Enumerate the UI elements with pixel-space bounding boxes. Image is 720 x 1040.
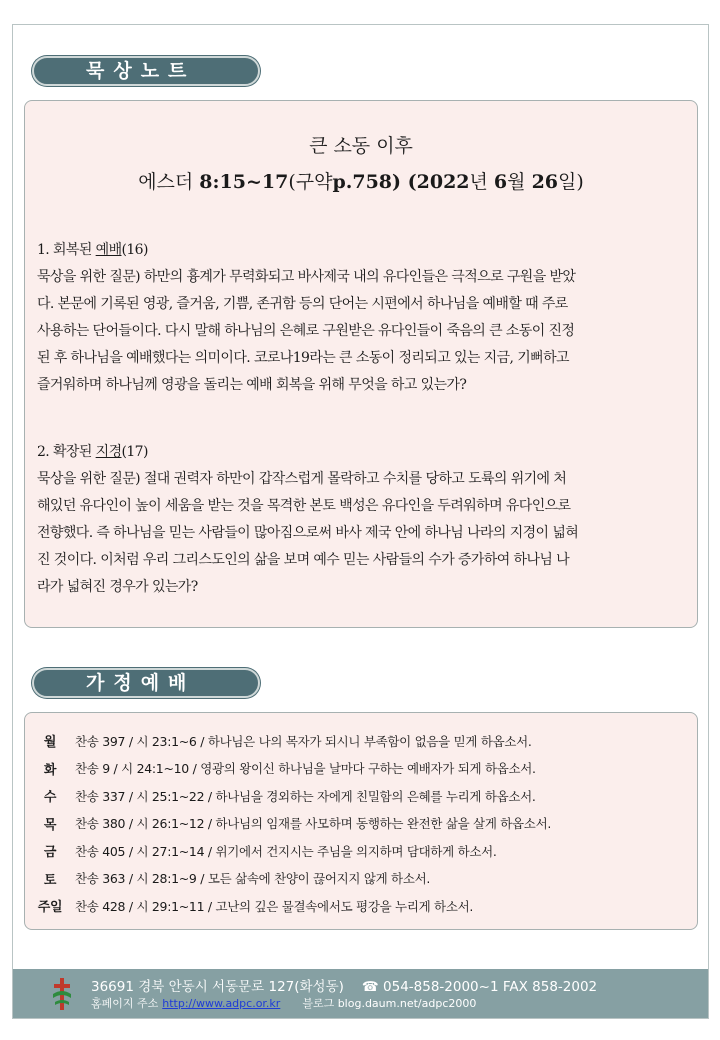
question-1-line: 다. 본문에 기록된 영광, 즐거움, 기쁨, 존귀함 등의 단어는 시편에서 하나님을 예배할 때 주로 — [37, 296, 568, 312]
worship-day: 금 — [43, 845, 57, 861]
subtitle-day-suffix: 일) — [558, 171, 584, 193]
blog-label: 블로그 blog.daum.net/adpc2000 — [302, 997, 477, 1010]
worship-entry: 찬송 363 / 시 28:1~9 / 모든 삶속에 찬양이 끊어지지 않게 하소서. — [75, 871, 431, 887]
subtitle-day: 26 — [531, 171, 559, 193]
homepage-label: 홈페이지 주소 — [91, 997, 159, 1010]
question-2-line: 전향했다. 즉 하나님을 믿는 사람들이 많아짐으로써 바사 제국 안에 하나님 나라의 지경이 넓혀 — [37, 525, 579, 541]
sermon-title: 큰 소동 이후 — [309, 135, 413, 157]
question-1-line: 사용하는 단어들이다. 다시 말해 하나님의 은혜로 구원받은 유다인들이 죽음의 큰 소동이 진정 — [37, 323, 575, 339]
question-2-line: 라가 넓혀진 경우가 있는가? — [37, 579, 198, 595]
question-1-line: 묵상을 위한 질문) 하만의 흉계가 무력화되고 바사제국 내의 유다인들은 극적으로 구원을 받았 — [37, 269, 576, 285]
worship-entry: 찬송 428 / 시 29:1~11 / 고난의 깊은 물결속에서도 평강을 누리게 하소서. — [75, 898, 474, 914]
church-address: 36691 경북 안동시 서동문로 127(화성동) — [91, 979, 344, 995]
footer — [13, 969, 708, 1018]
worship-section-label: 가정예배 — [32, 668, 260, 698]
question-1-heading-prefix: 1. 회복된 — [37, 242, 96, 258]
worship-row — [33, 865, 693, 893]
worship-row — [33, 837, 693, 865]
subtitle-page-open: (구약 — [288, 171, 333, 193]
question-2-heading-word: 지경 — [95, 444, 122, 460]
church-phone: ☎ 054-858-2000~1 FAX 858-2002 — [361, 979, 598, 995]
question-2-line: 진 것이다. 이처럼 우리 그리스도인의 삶을 보며 예수 믿는 사람들의 수가 증가하여 하나님 나 — [37, 552, 570, 568]
worship-row — [33, 755, 693, 783]
worship-day: 월 — [43, 735, 57, 751]
question-1-line: 된 후 하나님을 예배했다는 의미이다. 코로나19라는 큰 소동이 정리되고 있는 지금, 기뻐하고 — [37, 350, 569, 366]
meditation-section-label: 묵상노트 — [32, 56, 260, 86]
worship-day: 토 — [43, 872, 57, 888]
subtitle-book: 에스더 — [138, 171, 200, 193]
question-block-1 — [37, 237, 691, 399]
question-2-heading — [37, 439, 691, 466]
question-1-heading-suffix: (16) — [121, 242, 148, 258]
question-2-line: 해있던 유다인이 높이 세움을 받는 것을 목격한 본토 백성은 유다인을 두려워하며 유다인으로 — [37, 498, 571, 514]
church-cross-logo-icon — [51, 976, 73, 1012]
worship-entry: 찬송 380 / 시 26:1~12 / 하나님의 임재를 사모하며 동행하는 완전한 삶을 살게 하옵소서. — [75, 816, 552, 832]
footer-contact-line — [91, 975, 597, 995]
question-1-heading-word: 예배 — [95, 242, 122, 258]
question-2-line: 묵상을 위한 질문) 절대 권력자 하만이 갑작스럽게 몰락하고 수치를 당하고 도륙의 위기에 처 — [37, 471, 567, 487]
subtitle-month: 6 — [493, 171, 508, 193]
question-2-heading-prefix: 2. 확장된 — [37, 444, 96, 460]
subtitle-month-suffix: 월 — [507, 171, 532, 193]
subtitle-ref: 8:15~17 — [199, 171, 289, 193]
worship-list — [33, 727, 693, 920]
question-1-heading — [37, 237, 691, 264]
worship-row — [33, 727, 693, 755]
worship-entry: 찬송 9 / 시 24:1~10 / 영광의 왕이신 하나님을 날마다 구하는 예배자가 되게 하옵소서. — [75, 761, 536, 777]
homepage-link[interactable]: http://www.adpc.or.kr — [162, 997, 281, 1010]
family-worship-box — [24, 712, 698, 930]
question-1-line: 즐거워하며 하나님께 영광을 돌리는 예배 회복을 위해 무엇을 하고 있는가? — [37, 377, 467, 393]
question-2-heading-suffix: (17) — [121, 444, 148, 460]
question-block-2 — [37, 439, 691, 601]
worship-day: 수 — [43, 790, 57, 806]
subtitle-year-suffix: 년 — [469, 171, 494, 193]
meditation-box — [24, 100, 698, 628]
worship-entry: 찬송 397 / 시 23:1~6 / 하나님은 나의 목자가 되시니 부족함이 없음을 믿게 하옵소서. — [75, 733, 532, 749]
worship-row — [33, 782, 693, 810]
subtitle-page: p.758) (2022 — [332, 171, 470, 193]
worship-day: 주일 — [37, 900, 63, 916]
worship-entry: 찬송 337 / 시 25:1~22 / 하나님을 경외하는 자에게 친밀함의 은혜를 누리게 하옵소서. — [75, 788, 536, 804]
worship-row — [33, 810, 693, 838]
worship-day: 화 — [43, 762, 57, 778]
footer-web-line — [91, 995, 476, 1011]
sermon-subtitle — [25, 167, 697, 194]
worship-row — [33, 892, 693, 920]
worship-day: 목 — [43, 817, 57, 833]
worship-entry: 찬송 405 / 시 27:1~14 / 위기에서 건지시는 주님을 의지하며 담대하게 하소서. — [75, 843, 497, 859]
